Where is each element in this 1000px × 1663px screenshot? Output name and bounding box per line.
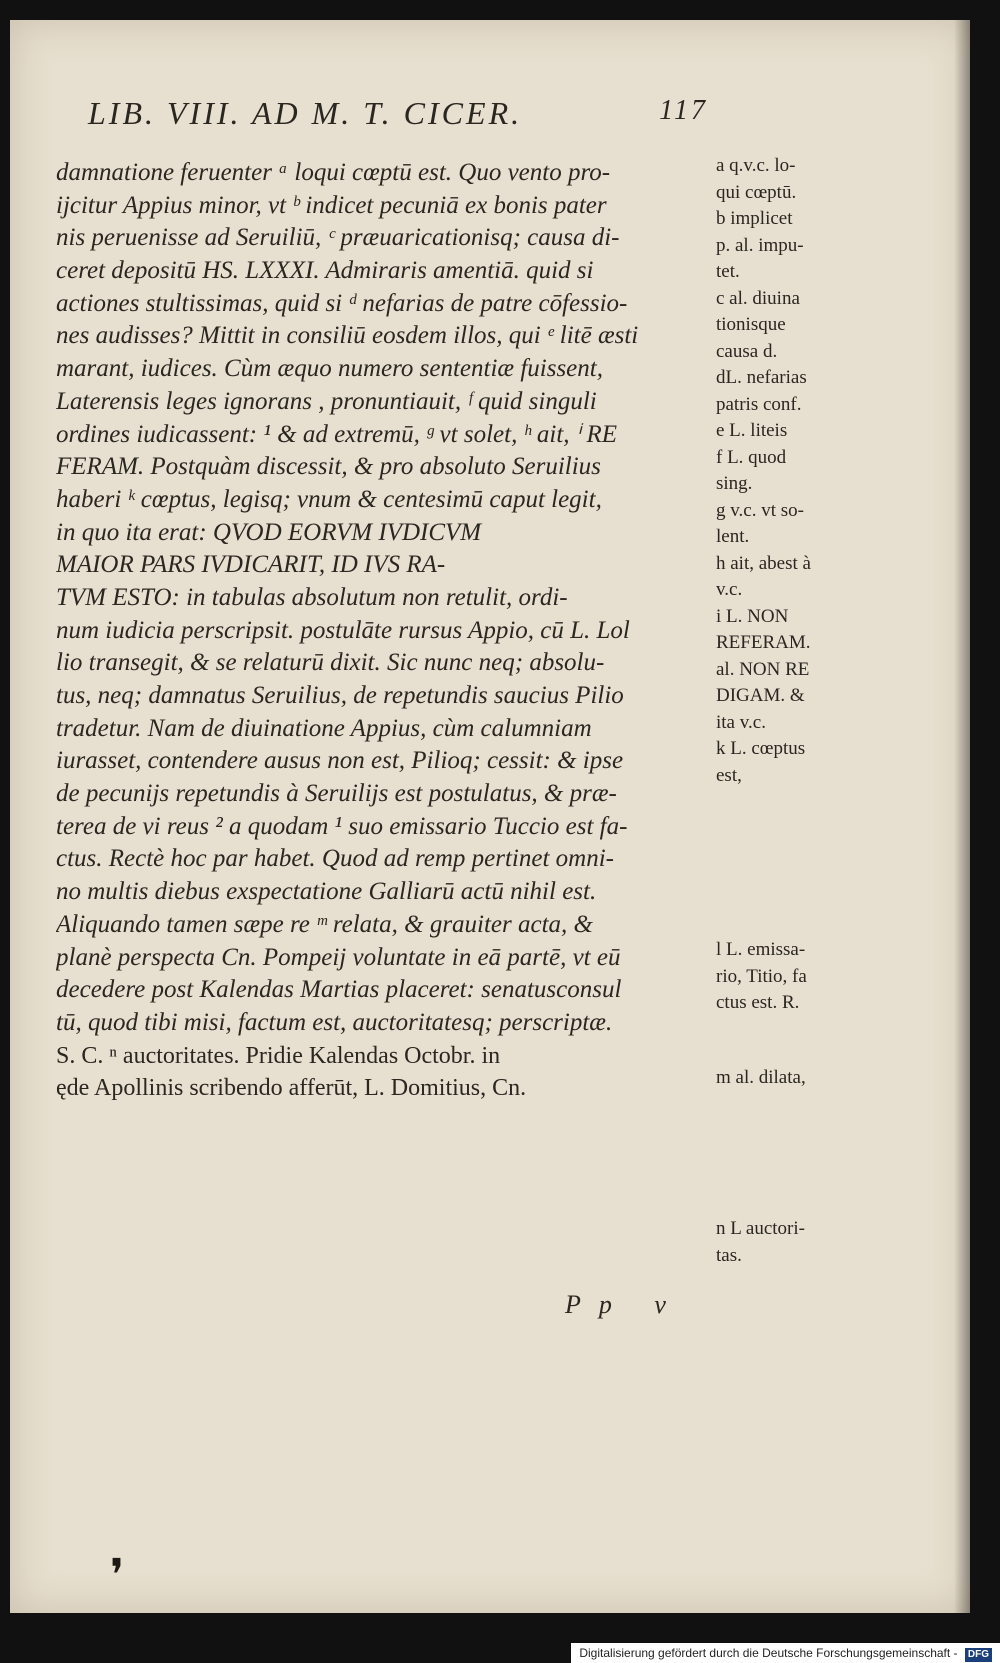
marginal-note-line: ctus est. R. <box>716 992 800 1013</box>
main-text-column <box>56 157 706 1105</box>
text-line: actiones stultissimas, quid si ᵈ nefarias de patre cōfessio- <box>56 289 628 317</box>
marginal-note-line: b implicet <box>716 208 793 229</box>
marginal-note-line: qui cœptū. <box>716 181 797 203</box>
marginal-note-line: f L. quod <box>716 446 787 468</box>
marginal-note-line: n L auctori- <box>716 1218 805 1239</box>
text-line: de pecunijs repetundis à Seruilijs est postulatus, & præ- <box>56 780 617 808</box>
text-line: Laterensis leges ignorans , pronuntiauit, ᶠ quid singuli <box>56 387 597 415</box>
text-line: nis peruenisse ad Seruiliū, ᶜ præuaricationisq; causa di- <box>56 224 620 252</box>
marginal-notes-block <box>716 1216 866 1269</box>
marginal-note-line: DIGAM. & <box>716 685 805 706</box>
text-line: MAIOR PARS IVDICARIT, ID IVS RA- <box>56 551 446 579</box>
text-line: no multis diebus exspectatione Galliarū actū nihil est. <box>56 878 597 906</box>
marginal-note-line: g v.c. vt so- <box>716 499 804 521</box>
marginal-note-line: dL. nefarias <box>716 367 807 388</box>
marginal-note-line: sing. <box>716 473 753 494</box>
text-line: ęde Apollinis scribendo afferūt, L. Domitius, Cn. <box>56 1075 527 1102</box>
marginal-notes-block <box>716 937 866 1017</box>
marginal-note-line: rio, Titio, fa <box>716 965 807 987</box>
margin-ink-mark: ❜ <box>110 1551 125 1600</box>
marginal-note-line: m al. dilata, <box>716 1067 806 1088</box>
marginal-notes-block <box>716 153 866 789</box>
signature-mark: Pp v <box>565 1290 684 1319</box>
marginal-note-line: lent. <box>716 526 750 547</box>
text-line: planè perspecta Cn. Pompeij voluntate in eā partē, vt eū <box>56 943 621 971</box>
text-line: ctus. Rectè hoc par habet. Quod ad remp pertinet omni- <box>56 845 614 873</box>
marginal-note-line: e L. liteis <box>716 420 788 441</box>
dfg-logo: DFG <box>965 1648 992 1662</box>
text-line: tū, quod tibi misi, factum est, auctoritatesq; perscriptæ. <box>56 1008 613 1036</box>
folio-number: 117 <box>659 95 708 126</box>
marginal-note-line: k L. cœptus <box>716 738 806 759</box>
text-line: in quo ita erat: QVOD EORVM IVDICVM <box>56 518 482 546</box>
marginal-note-line: tas. <box>716 1244 742 1266</box>
text-line: ceret depositū HS. LXXXI. Admiraris amentiā. quid si <box>56 257 594 285</box>
marginal-note-line: a q.v.c. lo- <box>716 155 796 176</box>
text-line: tradetur. Nam de diuinatione Appius, cùm calumniam <box>56 714 592 742</box>
marginal-note-line: causa d. <box>716 340 778 362</box>
book-page <box>10 20 970 1613</box>
text-line: ijcitur Appius minor, vt ᵇ indicet pecuniā ex bonis pater <box>56 191 607 219</box>
text-line: nes audisses? Mittit in consiliū eosdem illos, qui ᵉ litē æsti <box>56 322 639 350</box>
text-line: damnatione feruenter ᵃ loqui cœptū est. Quo vento pro- <box>56 159 611 186</box>
marginal-note-line: l L. emissa- <box>716 939 806 960</box>
running-header <box>88 95 708 135</box>
marginal-note-line: c al. diuina <box>716 287 800 309</box>
text-line: decedere post Kalendas Martias placeret: senatusconsul <box>56 976 622 1004</box>
marginal-note-line: al. NON RE <box>716 658 810 680</box>
marginal-note-line: tionisque <box>716 314 786 335</box>
marginal-note-line: v.c. <box>716 579 743 600</box>
text-line: ordines iudicassent: ¹ & ad extremū, ᵍ vt solet, ʰ ait, ⁱ RE <box>56 420 618 448</box>
text-line: marant, iudices. Cùm æquo numero sententiæ fuissent, <box>56 355 603 383</box>
text-line: FERAM. Postquàm discessit, & pro absoluto Seruilius <box>56 453 601 481</box>
digitization-credit <box>571 1643 1000 1663</box>
text-line: num iudicia perscripsit. postulāte rursus Appio, cū L. Lol <box>56 616 630 644</box>
text-line: terea de vi reus ² a quodam ¹ suo emissario Tuccio est fa- <box>56 812 628 840</box>
marginal-note-line: ita v.c. <box>716 711 766 733</box>
marginal-note-line: h ait, abest à <box>716 552 811 574</box>
running-title: LIB. VIII. AD M. T. CICER. <box>88 95 523 131</box>
text-line: haberi ᵏ cœptus, legisq; vnum & centesimū caput legit, <box>56 485 602 513</box>
marginal-note-line: i L. NON <box>716 605 789 627</box>
text-line: TVM ESTO: in tabulas absolutum non retulit, ordi- <box>56 583 568 611</box>
marginal-note-line: est, <box>716 764 742 786</box>
text-line: iurasset, contendere ausus non est, Pilioq; cessit: & ipse <box>56 747 624 775</box>
marginal-note-line: tet. <box>716 261 740 282</box>
text-line: S. C. ⁿ auctoritates. Pridie Kalendas Octobr. in <box>56 1042 501 1069</box>
text-line: lio transegit, & se relaturū dixit. Sic nunc neq; absolu- <box>56 649 605 677</box>
marginal-note-line: REFERAM. <box>716 632 811 653</box>
credit-text: Digitalisierung gefördert durch die Deutsche Forschungsgemeinschaft - <box>579 1646 958 1660</box>
text-line: tus, neq; damnatus Seruilius, de repetundis saucius Pilio <box>56 682 624 709</box>
marginal-note-line: patris conf. <box>716 393 802 415</box>
marginal-note-line: p. al. impu- <box>716 234 804 256</box>
marginal-notes-block <box>716 1065 866 1092</box>
text-line: Aliquando tamen sæpe re ᵐ relata, & grauiter acta, & <box>56 910 593 938</box>
